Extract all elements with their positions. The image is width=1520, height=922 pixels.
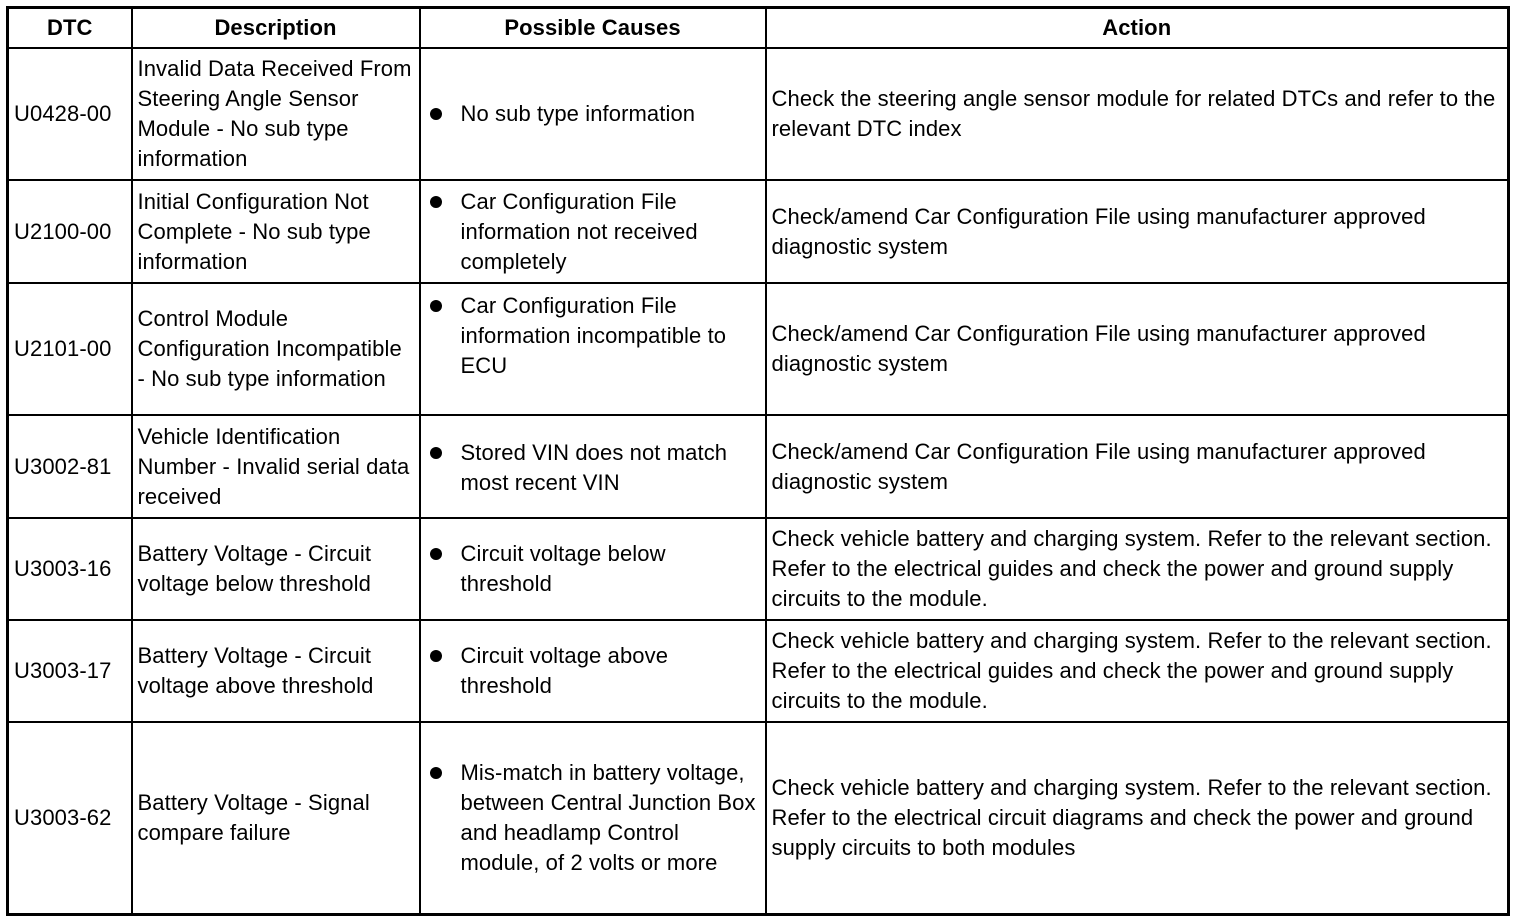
table-row [8,180,1509,283]
bullet-icon [430,650,442,662]
header-action: Action [766,8,1509,49]
dtc-description: Battery Voltage - Circuit voltage below threshold [132,518,420,620]
dtc-action: Check vehicle battery and charging system. Refer to the relevant section. Refer to the electrical guides and check the power and ground supply circuits to the module. [766,620,1509,722]
possible-causes [420,620,766,722]
cause-item [426,99,760,129]
possible-causes [420,415,766,518]
table-row [8,518,1509,620]
dtc-table [6,6,1510,916]
dtc-action: Check the steering angle sensor module for related DTCs and refer to the relevant DTC index [766,48,1509,180]
dtc-action: Check/amend Car Configuration File using manufacturer approved diagnostic system [766,283,1509,415]
cause-item [426,187,760,277]
possible-causes [420,283,766,415]
table-row [8,722,1509,914]
cause-text: Stored VIN does not match most recent VIN [460,440,728,495]
dtc-code: U3003-17 [8,620,132,722]
table-row [8,283,1509,415]
cause-item [426,641,760,701]
header-description: Description [132,8,420,49]
dtc-description: Invalid Data Received From Steering Angle Sensor Module - No sub type information [132,48,420,180]
possible-causes [420,180,766,283]
header-dtc: DTC [8,8,132,49]
table-row [8,415,1509,518]
bullet-icon [430,300,442,312]
bullet-icon [430,447,442,459]
possible-causes [420,48,766,180]
cause-list [426,438,760,498]
bullet-icon [430,548,442,560]
dtc-action: Check/amend Car Configuration File using manufacturer approved diagnostic system [766,180,1509,283]
dtc-description: Battery Voltage - Circuit voltage above threshold [132,620,420,722]
cause-list [426,539,760,599]
cause-list [426,187,760,277]
possible-causes [420,518,766,620]
cause-item [426,758,760,878]
cause-text: Car Configuration File information incompatible to ECU [460,293,727,378]
cause-text: Mis-match in battery voltage, between Central Junction Box and headlamp Control module, of 2 volts or more [460,759,756,875]
cause-text: No sub type information [460,101,696,126]
header-possible-causes: Possible Causes [420,8,766,49]
cause-text: Circuit voltage below threshold [460,541,666,596]
dtc-description: Initial Configuration Not Complete - No sub type information [132,180,420,283]
dtc-code: U2100-00 [8,180,132,283]
dtc-code: U0428-00 [8,48,132,180]
possible-causes [420,722,766,914]
dtc-description: Vehicle Identification Number - Invalid serial data received [132,415,420,518]
bullet-icon [430,196,442,208]
dtc-action: Check vehicle battery and charging system. Refer to the relevant section. Refer to the electrical guides and check the power and ground supply circuits to the module. [766,518,1509,620]
cause-list [426,758,760,878]
dtc-code: U3003-16 [8,518,132,620]
dtc-code: U2101-00 [8,283,132,415]
dtc-description: Control Module Configuration Incompatible - No sub type information [132,283,420,415]
table-row [8,48,1509,180]
dtc-code: U3003-62 [8,722,132,914]
dtc-code: U3002-81 [8,415,132,518]
cause-item [426,539,760,599]
dtc-action: Check/amend Car Configuration File using manufacturer approved diagnostic system [766,415,1509,518]
bullet-icon [430,767,442,779]
table-row [8,620,1509,722]
cause-list [426,99,760,129]
table-header-row [8,8,1509,49]
cause-item [426,291,760,381]
dtc-description: Battery Voltage - Signal compare failure [132,722,420,914]
cause-list [426,641,760,701]
cause-list [426,291,760,381]
cause-item [426,438,760,498]
cause-text: Car Configuration File information not received completely [460,188,698,274]
dtc-action: Check vehicle battery and charging system. Refer to the relevant section. Refer to the electrical circuit diagrams and check the power and ground supply circuits to both modules [766,722,1509,914]
bullet-icon [430,108,442,120]
cause-text: Circuit voltage above threshold [460,643,669,698]
